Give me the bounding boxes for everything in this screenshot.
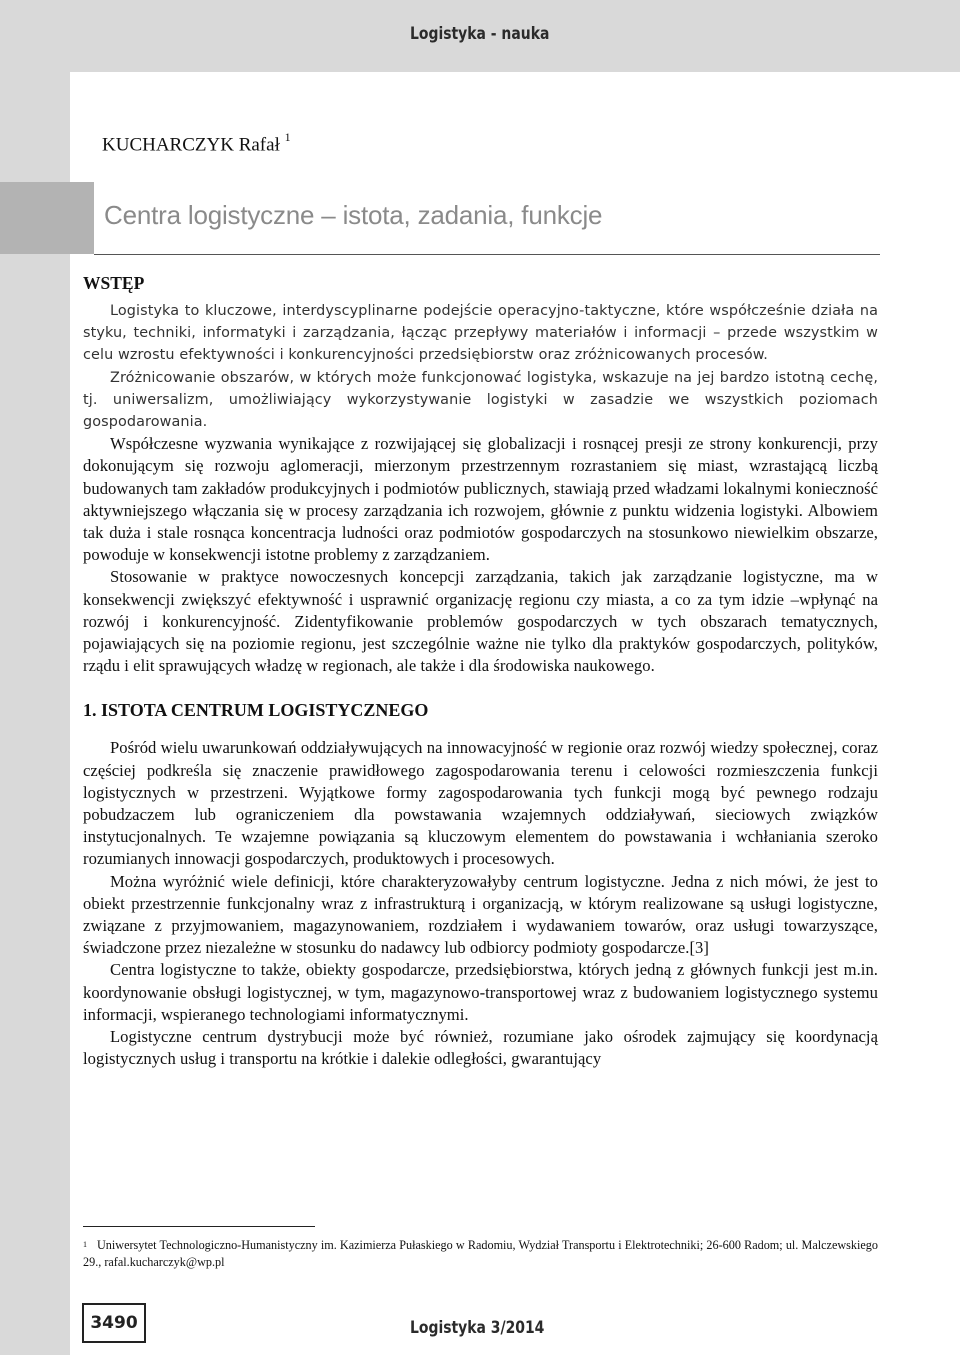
intro-paragraph-2: Zróżnicowanie obszarów, w których może funkcjonować logistyka, wskazuje na jej bardzo istotną cechę, tj. uniwersalizm, umożliwiający wykorzystywanie logistyki w zasadzie we wszystkich poziomach gospodarowania. bbox=[83, 369, 878, 431]
footer-issue: Logistyka 3/2014 bbox=[410, 1318, 545, 1338]
section1-paragraph-1: Pośród wielu uwarunkowań oddziaływujących na innowacyjność w regionie oraz rozwój wiedzy społecznej, coraz częściej podkreśla się znaczenie prawidłowego zagospodarowania terenu i celowości rozmieszczenia funkcji logistycznych w przestrzeni. Wyjątkowe formy zagospodarowania tych funkcji mogą być pewnego rodzaju pobudzaczem lub ograniczeniem dla powstawania wzajemnych oddziaływań, sieciowych związków instytucjonalnych. Te wzajemne powiązania są kluczowym elementem do powstawania i wchłaniania szeroko rozumianych innowacji gospodarczych, produktowych i procesowych. bbox=[83, 738, 878, 869]
footnote-number: 1 bbox=[83, 1240, 87, 1249]
section1-paragraph-4: Logistyczne centrum dystrybucji może być również, rozumiane jako ośrodek zajmujący się koordynacją logistycznych usług i transportu na krótkie i dalekie odległości, gwarantujący bbox=[83, 1027, 878, 1069]
title-accent-block bbox=[0, 182, 94, 254]
section1-paragraph-2: Można wyróżnić wiele definicji, które charakteryzowałyby centrum logistyczne. Jedna z nich mówi, że jest to obiekt przestrzennie funkcjonalny wraz z infrastrukturą i organizacją, w którym realizowane są usługi logistyczne, związane z przyjmowaniem, magazynowaniem, rozdziałem i wydawaniem towarów, oraz usługi towarzyszące, świadczone przez niezależne w stosunku do nadawcy lub odbiorcy podmioty gospodarcze.[3] bbox=[83, 871, 878, 958]
section1-heading: 1. ISTOTA CENTRUM LOGISTYCZNEGO bbox=[83, 700, 429, 721]
author-text: KUCHARCZYK Rafał bbox=[102, 134, 280, 156]
article-body bbox=[83, 272, 878, 1071]
author-footnote-marker: 1 bbox=[284, 130, 291, 144]
page-number: 3490 bbox=[82, 1303, 146, 1343]
intro-paragraph-1: Logistyka to kluczowe, interdyscyplinarne podejście operacyjno-taktyczne, które współcześnie działa na styku, techniki, informatyki i zarządzania, łącząc przepływy materiałów i informacji – przede wszystkim w celu wzrostu efektywności i konkurencyjności przedsiębiorstw oraz zróżnicowanych procesów. bbox=[83, 303, 878, 364]
footnote-divider bbox=[83, 1226, 315, 1227]
intro-paragraph-3: Współczesne wyzwania wynikające z rozwijającej się globalizacji i rosnącej presji ze strony konkurencji, przy dokonującym się rozwoju aglomeracji, mierzonym przestrzennym rozrastaniem się miast, wzrastającą liczbą budowanych tam zakładów produkcyjnych i podmiotów publicznych, stawiają przed władzami lokalnymi konieczność aktywniejszego włączania się w procesy zarządzania ich rozwojem, głównie z punktu widzenia logistyki. Albowiem tak duża i stale rosnąca koncentracja ludności oraz podmiotów gospodarczych na stosunkowo niewielkim obszarze, powoduje w konsekwencji istotne problemy z zarządzaniem. bbox=[83, 434, 878, 565]
intro-paragraph-4: Stosowanie w praktyce nowoczesnych koncepcji zarządzania, takich jak zarządzanie logistyczne, ma w konsekwencji zwiększyć efektywność i usprawnić organizację regionu czy miasta, a co za tym idzie –wpłynąć na rozwój i konkurencyjność. Zidentyfikowanie problemów gospodarczych w tych obszarach tematycznych, pojawiających się na poziomie regionu, jest szczególnie ważne nie tylko dla praktyków gospodarczych, polityków, rządu i elit sprawujących władzę w regionach, ale także i dla środowiska naukowego. bbox=[83, 567, 878, 676]
footnote bbox=[83, 1237, 878, 1271]
journal-header: Logistyka - nauka bbox=[410, 24, 550, 44]
section1-paragraph-3: Centra logistyczne to także, obiekty gospodarcze, przedsiębiorstwa, których jedną z głównych funkcji jest m.in. koordynowanie obsługi logistycznej, w tym, magazynowo-transportowej wraz z budowaniem logistycznego systemu informacji, wspieranego technologiami informatycznymi. bbox=[83, 960, 878, 1024]
intro-heading: WSTĘP bbox=[83, 273, 145, 293]
article-title: Centra logistyczne – istota, zadania, funkcje bbox=[104, 200, 603, 230]
footnote-text: Uniwersytet Technologiczno-Humanistyczny im. Kazimierza Pułaskiego w Radomiu, Wydział Transportu i Elektrotechniki; 26-600 Radom; ul. Malczewskiego 29., rafal.kucharczyk@wp.pl bbox=[83, 1238, 878, 1269]
author-name bbox=[102, 132, 291, 156]
title-divider bbox=[94, 254, 880, 255]
